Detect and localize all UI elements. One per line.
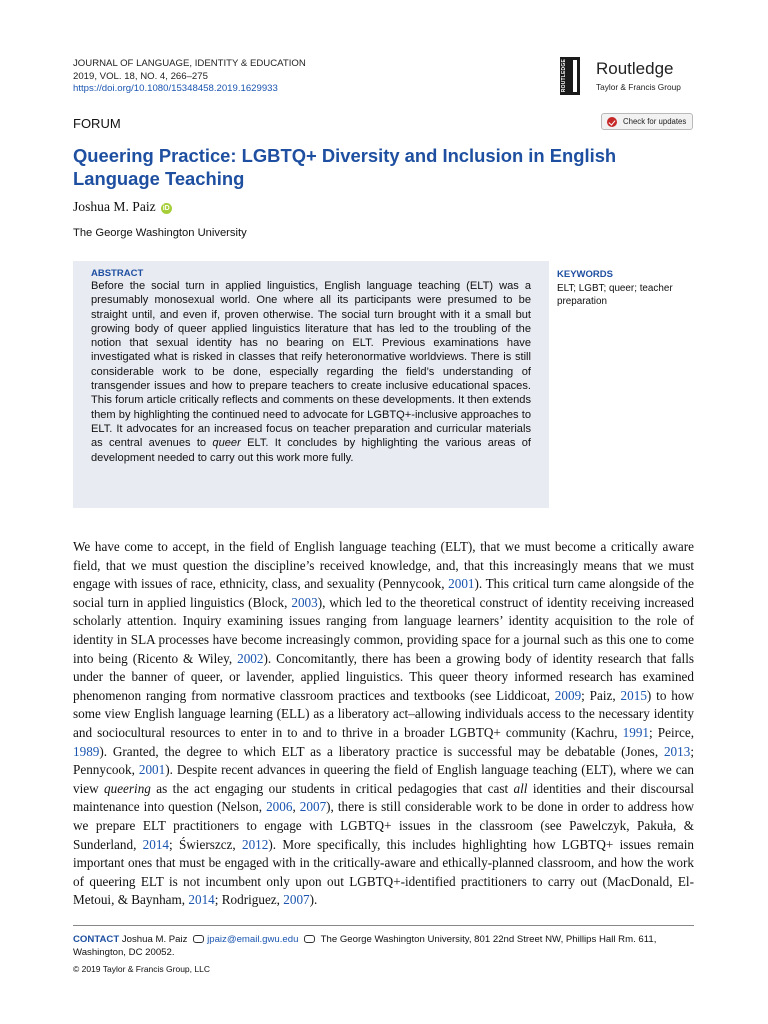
copyright: © 2019 Taylor & Francis Group, LLC bbox=[73, 964, 210, 974]
footer-divider bbox=[73, 925, 694, 926]
citation-link[interactable]: 2009 bbox=[554, 687, 582, 703]
text-run: ; Świerszcz, bbox=[169, 836, 242, 852]
text-run: ). Concomitantly, there has been a growing body of identity research that falls under the banner of queer, or lavender, applied linguistics. This queer theory informed research has examined phenomenon ranging from normative classroom practices and textbooks (see Liddicoat, bbox=[73, 650, 694, 703]
contact-name: Joshua M. Paiz bbox=[119, 934, 191, 945]
citation-link[interactable]: 2015 bbox=[620, 687, 647, 703]
text-run: ) to how some view English language learning (ELL) as a liberatory act–allowing individuals access to the necessary identity and sociocultural resources to enter in to and to thrive in a broader LGBTQ+ community (Kachru, bbox=[73, 687, 694, 740]
text-run: ). Despite recent advances in queering the field of English language teaching (ELT), where we can view bbox=[73, 762, 694, 796]
abstract-text-part: Before the social turn in applied linguistics, English language teaching (ELT) was a presumably monosexual world. One where all its participants were presumed to be straight until, and even if, proven otherwise. The social turn brought with it a small but growing body of queer applied linguistics literature that has led to the troubling of the notion that sexual identity has no bearing on ELT. Previous examinations have investigated what is risked in classes that reify heteronormative worldviews. There is still considerable work to be done, especially regarding the field’s understanding of transgender issues and how to prepare teachers to create inclusive educational spaces. This forum article critically reflects and comments on these developments. It then extends them by highlighting the continued need to advocate for LGBTQ+-inclusive approaches to ELT. It advocates for an increased focus on teacher preparation and curricular materials as central avenues to bbox=[91, 280, 531, 450]
address-icon bbox=[304, 935, 315, 943]
citation-link[interactable]: 2012 bbox=[241, 836, 269, 852]
text-run: ; Rodriguez, bbox=[214, 892, 284, 908]
citation-link[interactable]: 2003 bbox=[291, 594, 318, 610]
journal-volume: 2019, VOL. 18, NO. 4, 266–275 bbox=[73, 70, 208, 82]
journal-name: JOURNAL OF LANGUAGE, IDENTITY & EDUCATION bbox=[73, 58, 306, 69]
contact-info bbox=[73, 934, 694, 960]
citation-link[interactable]: 2006 bbox=[266, 799, 293, 815]
citation-link[interactable]: 1991 bbox=[622, 724, 650, 740]
citation-link[interactable]: 2001 bbox=[138, 762, 166, 778]
publisher-logo[interactable] bbox=[560, 57, 700, 97]
body-paragraph bbox=[73, 538, 694, 910]
email-icon bbox=[193, 935, 204, 943]
text-run: ; Paiz, bbox=[581, 687, 621, 703]
citation-link[interactable]: 2001 bbox=[448, 576, 475, 592]
paragraph-1 bbox=[73, 538, 694, 910]
check-for-updates-button[interactable] bbox=[601, 113, 693, 130]
text-run: identities and their discoursal maintenance into question (Nelson, bbox=[73, 780, 694, 815]
text-run: ). Granted, the degree to which ELT as a liberatory practice is successful may be debatable (Jones, bbox=[99, 743, 664, 759]
orcid-icon[interactable]: iD bbox=[162, 205, 170, 212]
abstract-text bbox=[91, 279, 531, 465]
keywords-heading: KEYWORDS bbox=[557, 269, 613, 280]
author-name[interactable]: Joshua M. Paiz bbox=[73, 199, 156, 214]
check-updates-icon bbox=[607, 117, 617, 127]
keywords-list: ELT; LGBT; queer; teacher preparation bbox=[557, 283, 673, 307]
citation-link[interactable]: 2007 bbox=[299, 799, 327, 815]
text-run: ). This critical turn came alongside of the social turn in applied linguistics (Block, bbox=[73, 576, 694, 610]
publisher-name: Routledge bbox=[596, 59, 674, 78]
article-title: Queering Practice: LGBTQ+ Diversity and Inclusion in English Language Teaching bbox=[73, 145, 617, 189]
affiliation: The George Washington University bbox=[73, 227, 247, 239]
contact-address: The George Washington University, 801 22nd Street NW, Phillips Hall Rm. 611, Washington, DC 20052. bbox=[73, 934, 657, 958]
citation-link[interactable]: 2007 bbox=[283, 892, 310, 908]
abstract-heading: ABSTRACT bbox=[91, 268, 144, 279]
text-run: ). More specifically, this includes highlighting how LGBTQ+ issues remain important ones that must be engaged with in the critically-aware and ethically-planned classroom, and how the work of queering ELT is not incumbent only upon out LGBTQ+-identified practitioners to carry out (MacDonald, El-Metoui, & Baynham, bbox=[73, 836, 694, 908]
emphasis: all bbox=[513, 780, 528, 796]
citation-link[interactable]: 2014 bbox=[188, 892, 215, 908]
author-line bbox=[73, 199, 172, 215]
text-run: ; Peirce, bbox=[649, 724, 694, 740]
abstract-text-part: ELT. It concludes by highlighting the various areas of development needed to carry out this work more fully. bbox=[91, 437, 531, 464]
text-run: ), there is still considerable work to be done in order to address how we prepare ELT practitioners to engage with LGBTQ+ issues in the classroom (see Pawelczyk, Pakuła, & Sunderland, bbox=[73, 799, 695, 852]
doi-link[interactable]: https://doi.org/10.1080/15348458.2019.1629933 bbox=[73, 83, 278, 95]
email-link[interactable]: jpaiz@email.gwu.edu bbox=[207, 934, 299, 945]
citation-link[interactable]: 2013 bbox=[663, 743, 691, 759]
text-run: ; Pennycook, bbox=[73, 743, 694, 778]
citation-link[interactable]: 1989 bbox=[73, 743, 100, 759]
abstract-italic: queer bbox=[212, 437, 241, 450]
emphasis: queering bbox=[104, 780, 151, 796]
publisher-subtitle: Taylor & Francis Group bbox=[596, 82, 681, 92]
text-run: as the act engaging our students in critical pedagogies that cast bbox=[150, 780, 514, 796]
citation-link[interactable]: 2002 bbox=[237, 650, 264, 666]
text-run: , bbox=[292, 799, 300, 815]
citation-link[interactable]: 2014 bbox=[142, 836, 170, 852]
contact-label: CONTACT bbox=[73, 934, 120, 945]
check-updates-label: Check for updates bbox=[623, 117, 687, 126]
text-run: ), which led to the theoretical construct of identity receiving increased scholarly attention. Inquiry examining issues ranging from language learners’ identity acquisition to the role of identity in SLA processes have become increasingly common, providing space for a journal such as this one to come into being (Ricento & Wiley, bbox=[73, 594, 694, 666]
section-label: FORUM bbox=[73, 116, 121, 131]
text-run: ). bbox=[309, 892, 318, 908]
journal-citation bbox=[73, 58, 306, 96]
publisher-side-text: ROUTLEDGE bbox=[561, 59, 567, 93]
text-run: We have come to accept, in the field of English language teaching (ELT), that we must become a critically aware field, that we must question the discipline’s received knowledge, and, that this increasingly means that we must engage with issues of race, ethnicity, class, and sexuality (Pennycook, bbox=[73, 539, 694, 592]
